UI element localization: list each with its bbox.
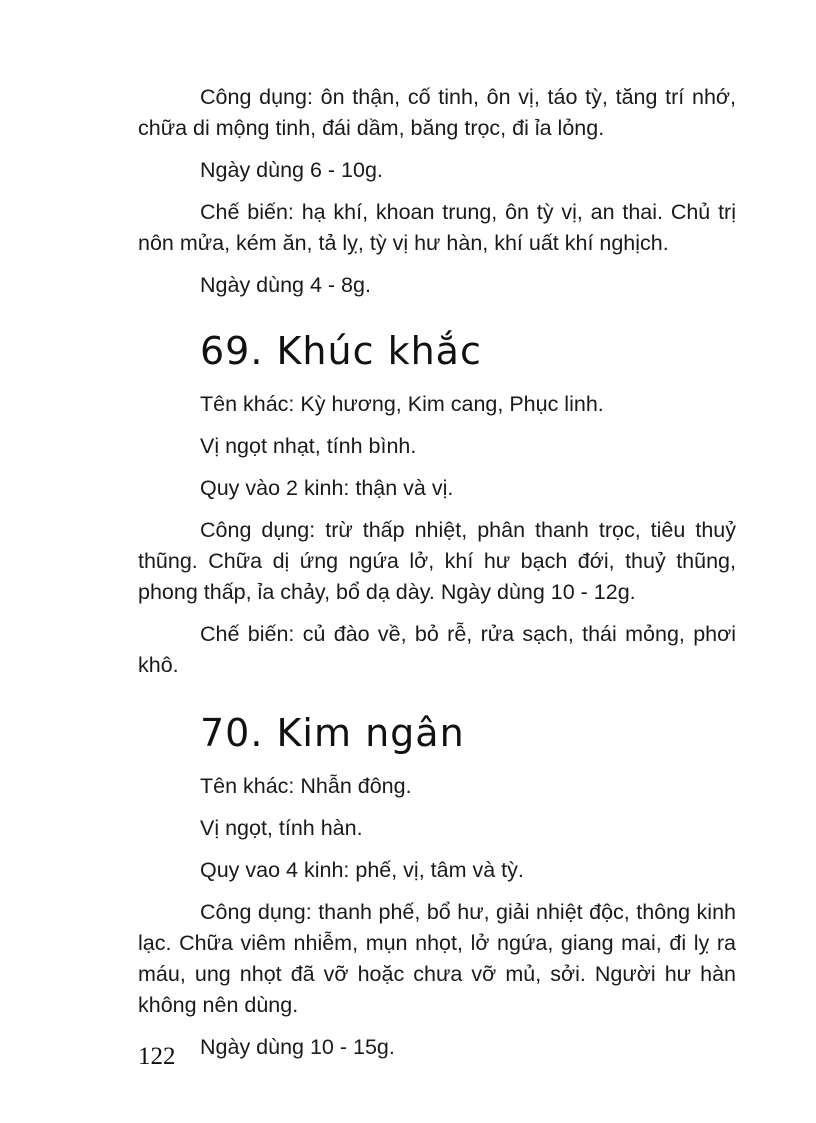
intro-processing-paragraph: Chế biến: hạ khí, khoan trung, ôn tỳ vị, an thai. Chủ trị nôn mửa, kém ăn, tả lỵ, tỳ vị hư hàn, khí uất khí nghịch. [138, 200, 736, 255]
section-70-meridians: Quy vao 4 kinh: phế, vị, tâm và tỳ. [200, 858, 524, 882]
section-69-heading: 69. Khúc khắc [200, 329, 482, 373]
page-content [138, 82, 736, 1063]
intro-dosage2-paragraph: Ngày dùng 4 - 8g. [200, 273, 371, 297]
section-69-other-names: Tên khác: Kỳ hương, Kim cang, Phục linh. [200, 392, 604, 416]
section-69-meridians: Quy vào 2 kinh: thận và vị. [200, 476, 454, 500]
section-69-taste: Vị ngọt nhạt, tính bình. [200, 434, 417, 458]
section-70-uses: Công dụng: thanh phế, bổ hư, giải nhiệt độc, thông kinh lạc. Chữa viêm nhiễm, mụn nhọt, lở ngứa, giang mai, đi lỵ ra máu, ung nhọt đã vỡ hoặc chưa vỡ mủ, sởi. Người hư hàn không nên dùng. [138, 900, 736, 1017]
section-70-other-names: Tên khác: Nhẫn đông. [200, 774, 412, 798]
section-70-heading: 70. Kim ngân [200, 711, 465, 755]
section-69-uses: Công dụng: trừ thấp nhiệt, phân thanh trọc, tiêu thuỷ thũng. Chữa dị ứng ngứa lở, khí hư bạch đới, thuỷ thũng, phong thấp, ỉa chảy, bổ dạ dày. Ngày dùng 10 - 12g. [138, 518, 736, 604]
intro-uses-paragraph: Công dụng: ôn thận, cố tinh, ôn vị, táo tỳ, tăng trí nhớ, chữa di mộng tinh, đái dầm, băng trọc, đi ỉa lỏng. [138, 85, 736, 140]
intro-dosage-paragraph: Ngày dùng 6 - 10g. [200, 158, 383, 182]
page-number: 122 [138, 1043, 176, 1070]
section-69-processing: Chế biến: củ đào về, bỏ rễ, rửa sạch, thái mỏng, phơi khô. [138, 622, 736, 677]
section-70-taste: Vị ngọt, tính hàn. [200, 816, 363, 840]
section-70-dosage: Ngày dùng 10 - 15g. [200, 1035, 395, 1059]
